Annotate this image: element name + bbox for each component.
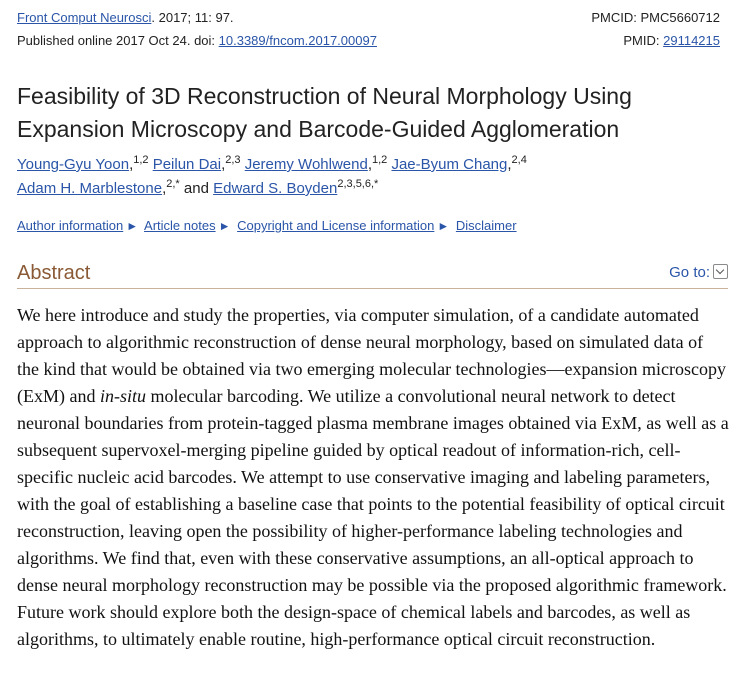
journal-link[interactable]: Front Comput Neurosci bbox=[17, 10, 152, 25]
published-text: Published online 2017 Oct 24. doi: bbox=[17, 33, 219, 48]
info-links-bar bbox=[17, 218, 517, 233]
author-link[interactable]: Peilun Dai bbox=[152, 156, 222, 173]
goto-menu[interactable] bbox=[669, 264, 728, 281]
abstract-header bbox=[17, 262, 728, 289]
citation-details: . 2017; 11: 97. bbox=[151, 10, 234, 25]
author-link[interactable]: Young-Gyu Yoon bbox=[17, 156, 130, 173]
chevron-down-icon[interactable] bbox=[713, 264, 728, 279]
author-affiliation: 2,* bbox=[166, 178, 180, 190]
article-notes-link[interactable]: Article notes bbox=[144, 218, 216, 233]
author-affiliation: 1,2 bbox=[133, 154, 149, 166]
pmid-label: PMID: bbox=[623, 33, 664, 48]
pmid-block bbox=[623, 33, 720, 48]
expand-triangle-icon: ► bbox=[126, 219, 139, 233]
copyright-license-link[interactable]: Copyright and License information bbox=[237, 218, 435, 233]
abstract-italic-term: in-situ bbox=[99, 386, 146, 406]
abstract-heading: Abstract bbox=[17, 262, 91, 284]
author-link[interactable]: Adam H. Marblestone bbox=[17, 180, 163, 197]
author-affiliation: 2,4 bbox=[511, 154, 527, 166]
doi-link[interactable]: 10.3389/fncom.2017.00097 bbox=[218, 33, 377, 48]
author-link[interactable]: Edward S. Boyden bbox=[213, 180, 338, 197]
pmid-link[interactable]: 29114215 bbox=[663, 33, 720, 48]
author-link[interactable]: Jae-Byum Chang bbox=[391, 156, 508, 173]
author-affiliation: 2,3 bbox=[225, 154, 241, 166]
citation-row bbox=[17, 10, 720, 25]
abstract-text: We here introduce and study the properties, via computer simulation, of a candidate automated approach to algorithmic reconstruction of dense neural morphology, based on simulated data of the kind that would be obtained via two emerging molecular technologies—expansion microscopy (ExM) and in-situ molecular barcoding. We utilize a convolutional neural network to detect neuronal boundaries from protein-tagged plasma membrane images obtained via ExM, as well as a subsequent supervoxel-merging pipeline guided by optical readout of information-rich, cell-specific nucleic acid barcodes. We attempt to use conservative imaging and labeling parameters, with the goal of establishing a baseline case that points to the potential feasibility of optical circuit reconstruction, leaving open the possibility of higher-performance labeling technologies and algorithms. We find that, even with these conservative assumptions, an all-optical approach to dense neural morphology reconstruction may be possible via the proposed algorithmic framework. Future work should explore both the design-space of chemical labels and barcodes, as well as algorithms, to ultimately enable routine, high-performance optical circuit reconstruction. bbox=[17, 305, 729, 649]
author-link[interactable]: Jeremy Wohlwend bbox=[244, 156, 368, 173]
author-affiliation: 2,3,5,6,* bbox=[337, 178, 379, 190]
author-information-link[interactable]: Author information bbox=[17, 218, 124, 233]
article-title bbox=[17, 80, 729, 146]
author-affiliation: 1,2 bbox=[372, 154, 388, 166]
disclaimer-link[interactable]: Disclaimer bbox=[455, 218, 517, 233]
article-title-line-2: Expansion Microscopy and Barcode-Guided Agglomeration bbox=[17, 116, 620, 142]
pmcid-label: PMCID: PMC5660712 bbox=[591, 10, 720, 25]
expand-triangle-icon: ► bbox=[437, 219, 450, 233]
author-list: Young-Gyu Yoon,$^{1,2}$ Peilun Dai,$^{2,3}$ Jeremy Wohlwend,$^{1,2}$ Jae-Byum Chang,$^{2,4}$ Adam H. Marblestone,$^{2,*}$ and Edward S. Boyden$^{2,3,5,6,*}$ bbox=[17, 154, 527, 197]
goto-label: Go to: bbox=[669, 264, 710, 281]
published-row bbox=[17, 33, 720, 48]
author-separator: and bbox=[179, 180, 214, 197]
expand-triangle-icon: ► bbox=[218, 219, 231, 233]
article-title-line-1: Feasibility of 3D Reconstruction of Neural Morphology Using bbox=[17, 83, 632, 109]
